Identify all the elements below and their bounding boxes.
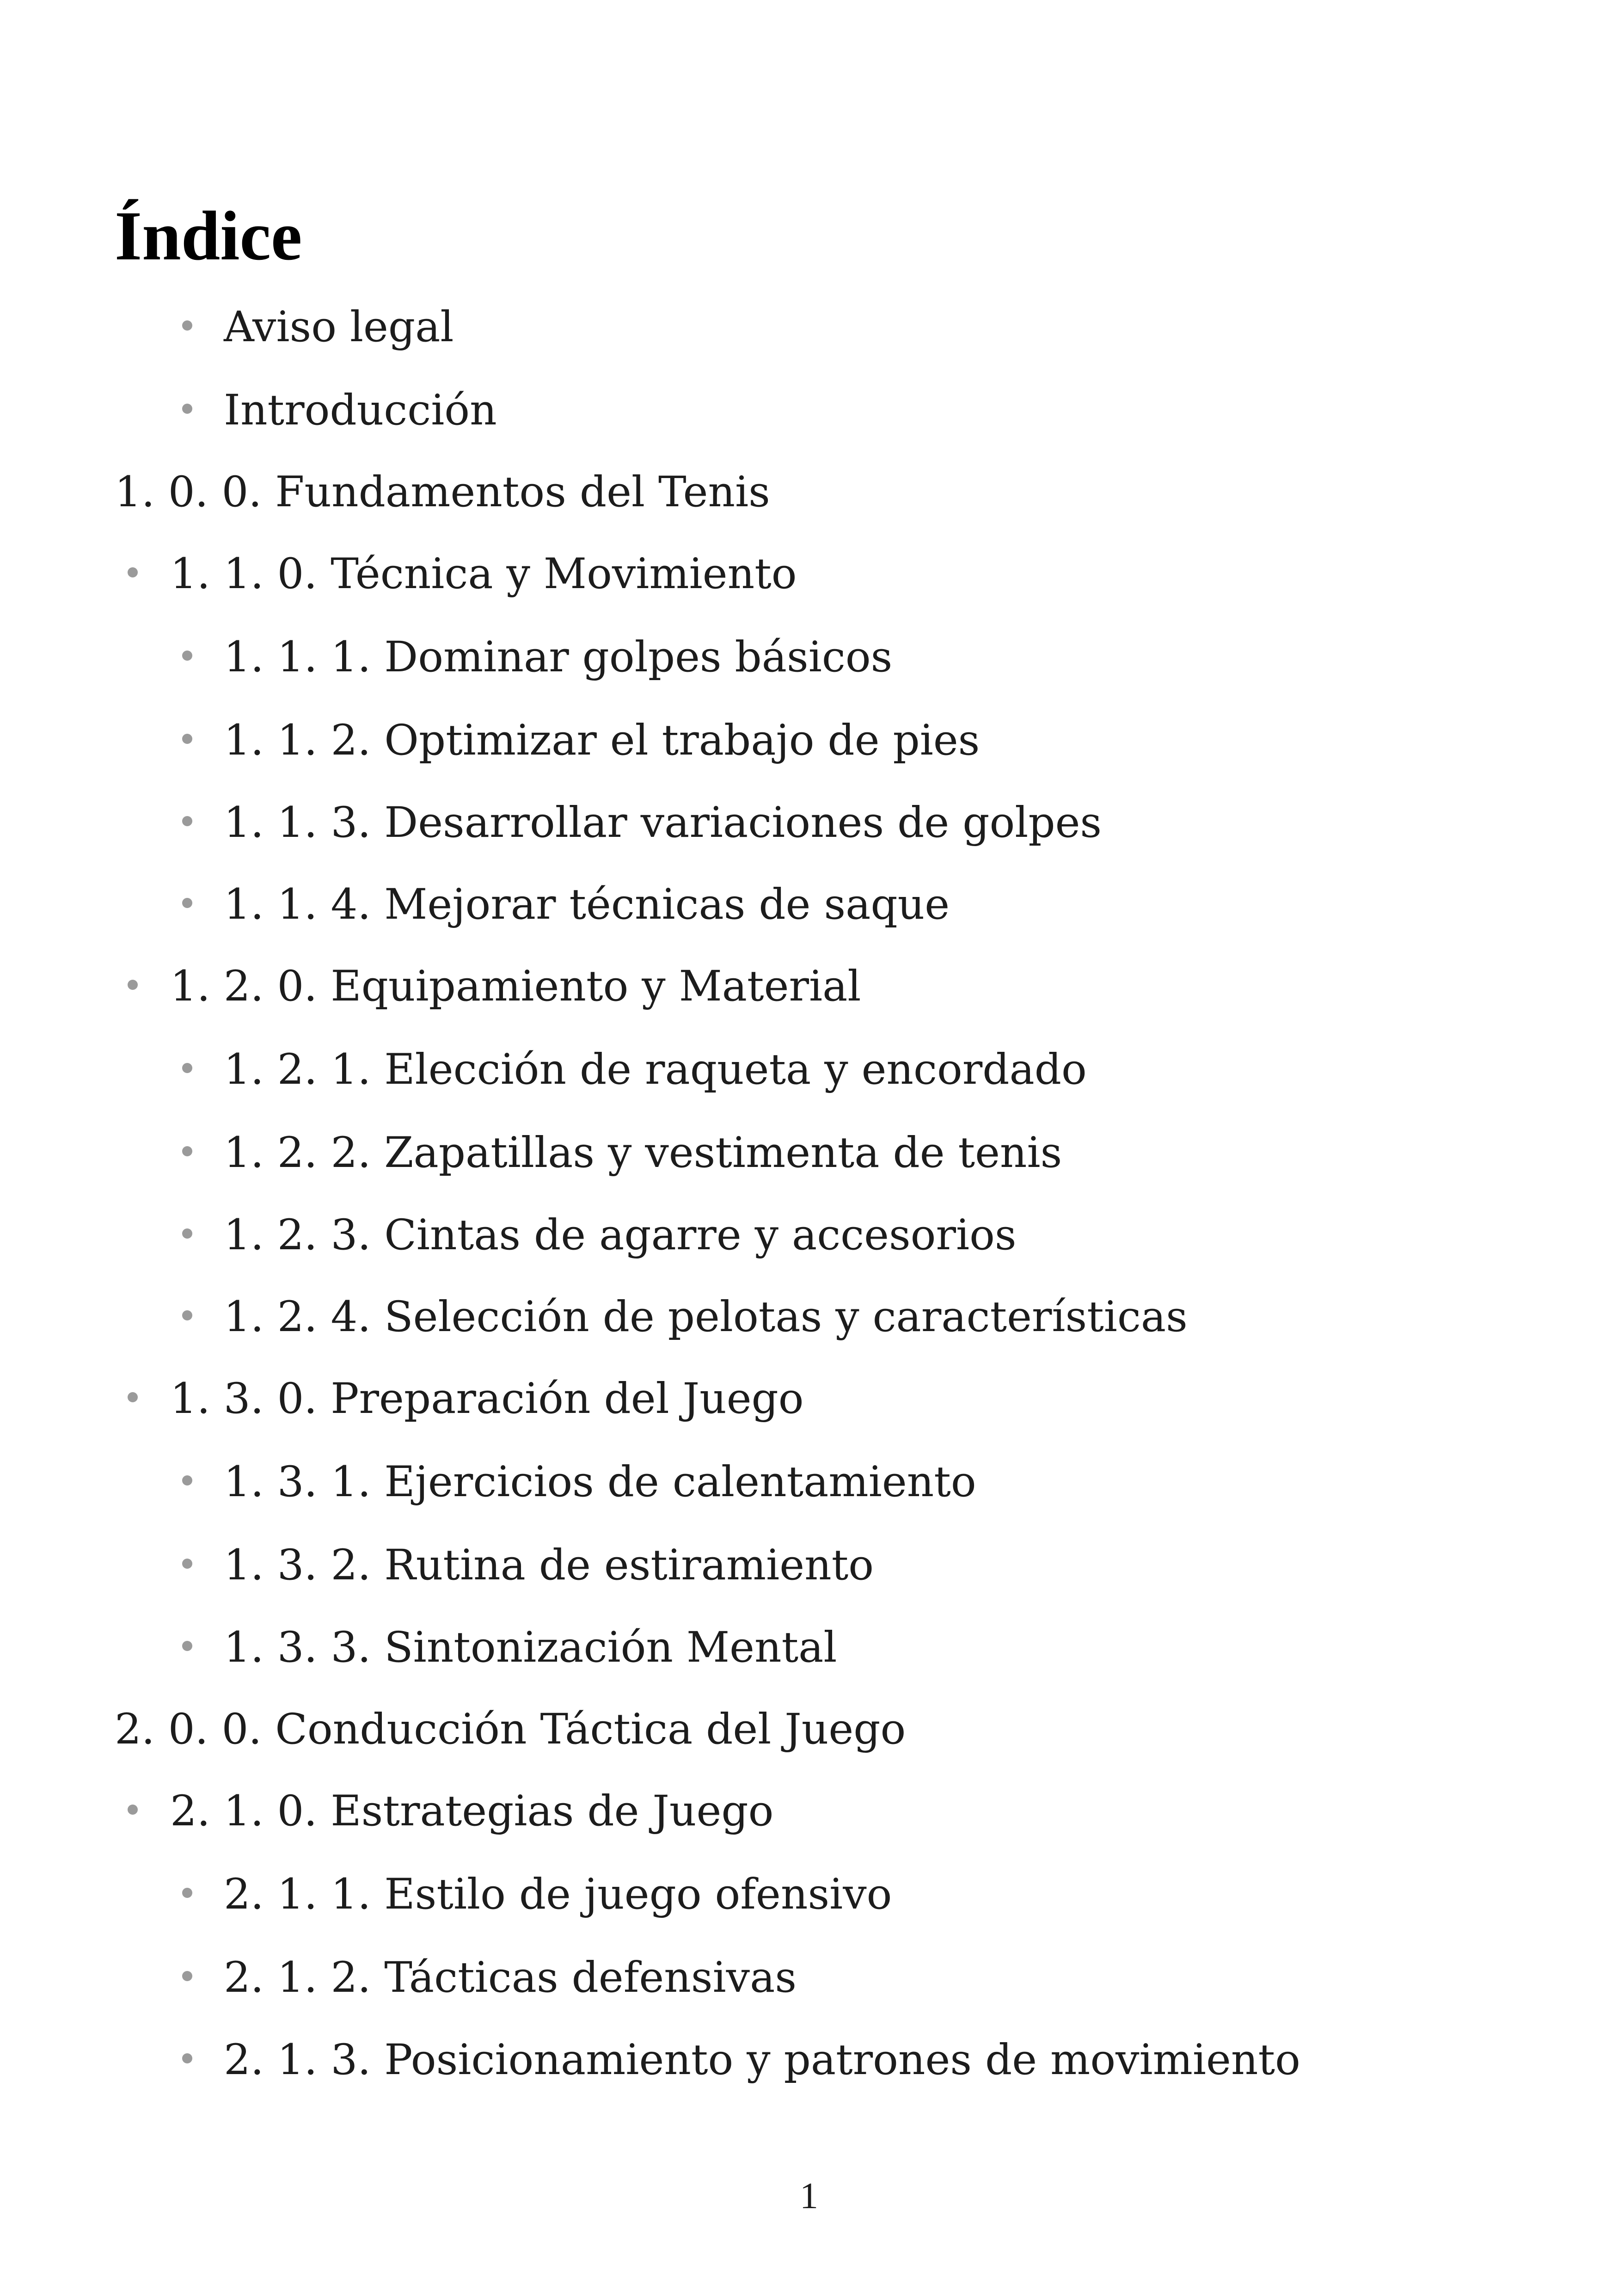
toc-entry-subsection-2-1-2[interactable] xyxy=(224,1950,797,2006)
bullet-icon xyxy=(182,651,192,661)
toc-entry-subsection-1-2-4[interactable] xyxy=(224,1289,1188,1345)
toc-entry-subsection-1-3-1[interactable] xyxy=(224,1455,976,1510)
toc-entry-subsection-2-1-1[interactable] xyxy=(224,1867,892,1922)
toc-entry-subsection-1-1-3[interactable] xyxy=(224,795,1102,851)
toc-entry-subsection-1-1-2[interactable] xyxy=(224,713,980,768)
toc-entry-label: 1. 2. 4. Selección de pelotas y características xyxy=(224,1293,1188,1341)
bullet-icon xyxy=(182,320,192,331)
toc-entry-label: 1. 0. 0. Fundamentos del Tenis xyxy=(115,468,770,516)
toc-entry-subsection-1-1-1[interactable] xyxy=(224,630,892,685)
toc-entry-section-1-2[interactable] xyxy=(170,959,861,1014)
toc-entry-label: 1. 1. 3. Desarrollar variaciones de golpes xyxy=(224,798,1102,847)
bullet-icon xyxy=(182,816,192,826)
bullet-icon xyxy=(128,980,138,990)
toc-entry-label: 1. 2. 2. Zapatillas y vestimenta de tenis xyxy=(224,1129,1062,1177)
bullet-icon xyxy=(182,1888,192,1898)
toc-entry-label: Introducción xyxy=(224,386,497,435)
bullet-icon xyxy=(182,1063,192,1073)
bullet-icon xyxy=(182,1146,192,1156)
toc-entry-chapter-1[interactable] xyxy=(115,465,770,520)
toc-entry-subsection-1-2-2[interactable] xyxy=(224,1125,1062,1181)
toc-entry-subsection-1-2-1[interactable] xyxy=(224,1042,1087,1098)
bullet-icon xyxy=(182,898,192,908)
toc-entry-label: 1. 3. 1. Ejercicios de calentamiento xyxy=(224,1458,976,1506)
toc-entry-label: Aviso legal xyxy=(224,303,454,351)
toc-entry-subsection-1-3-3[interactable] xyxy=(224,1620,837,1676)
toc-entry-label: 2. 1. 1. Estilo de juego ofensivo xyxy=(224,1870,892,1919)
toc-entry-label: 2. 1. 2. Tácticas defensivas xyxy=(224,1953,797,2002)
bullet-icon xyxy=(182,1971,192,1981)
toc-entry-section-1-1[interactable] xyxy=(170,546,797,602)
toc-entry-label: 1. 2. 3. Cintas de agarre y accesorios xyxy=(224,1211,1017,1259)
bullet-icon xyxy=(182,2053,192,2063)
toc-entry-label: 1. 3. 2. Rutina de estiramiento xyxy=(224,1541,874,1590)
toc-entry-label: 1. 3. 0. Preparación del Juego xyxy=(170,1375,804,1423)
bullet-icon xyxy=(182,404,192,414)
bullet-icon xyxy=(182,1228,192,1239)
toc-entry-label: 1. 1. 1. Dominar golpes básicos xyxy=(224,633,893,681)
bullet-icon xyxy=(128,1805,138,1815)
toc-entry-label: 1. 2. 1. Elección de raqueta y encordado xyxy=(224,1045,1087,1094)
toc-entry-subsection-1-3-2[interactable] xyxy=(224,1538,874,1593)
toc-entry-subsection-1-2-3[interactable] xyxy=(224,1208,1017,1263)
toc-entry-subsection-1-1-4[interactable] xyxy=(224,877,950,933)
toc-entry-subsection-2-1-3[interactable] xyxy=(224,2032,1300,2088)
toc-entry-section-2-1[interactable] xyxy=(170,1784,773,1839)
bullet-icon xyxy=(182,1310,192,1320)
toc-entry-aviso-legal[interactable] xyxy=(224,300,454,355)
bullet-icon xyxy=(182,1475,192,1486)
toc-entry-label: 1. 1. 4. Mejorar técnicas de saque xyxy=(224,880,950,929)
toc-entry-label: 2. 0. 0. Conducción Táctica del Juego xyxy=(115,1705,906,1754)
toc-entry-introduccion[interactable] xyxy=(224,383,497,438)
page-number: 1 xyxy=(800,2176,818,2216)
toc-entry-label: 1. 1. 2. Optimizar el trabajo de pies xyxy=(224,716,980,765)
toc-entry-chapter-2[interactable] xyxy=(115,1702,906,1757)
toc-entry-label: 2. 1. 3. Posicionamiento y patrones de movimiento xyxy=(224,2036,1300,2084)
toc-entry-label: 2. 1. 0. Estrategias de Juego xyxy=(170,1787,774,1836)
toc-entry-label: 1. 2. 0. Equipamiento y Material xyxy=(170,962,861,1011)
bullet-icon xyxy=(182,1641,192,1651)
toc-entry-label: 1. 3. 3. Sintonización Mental xyxy=(224,1623,837,1672)
bullet-icon xyxy=(182,734,192,744)
bullet-icon xyxy=(182,1559,192,1569)
toc-entry-label: 1. 1. 0. Técnica y Movimiento xyxy=(170,550,797,598)
toc-title: Índice xyxy=(115,197,302,275)
bullet-icon xyxy=(128,567,138,577)
bullet-icon xyxy=(128,1392,138,1402)
toc-entry-section-1-3[interactable] xyxy=(170,1371,804,1427)
